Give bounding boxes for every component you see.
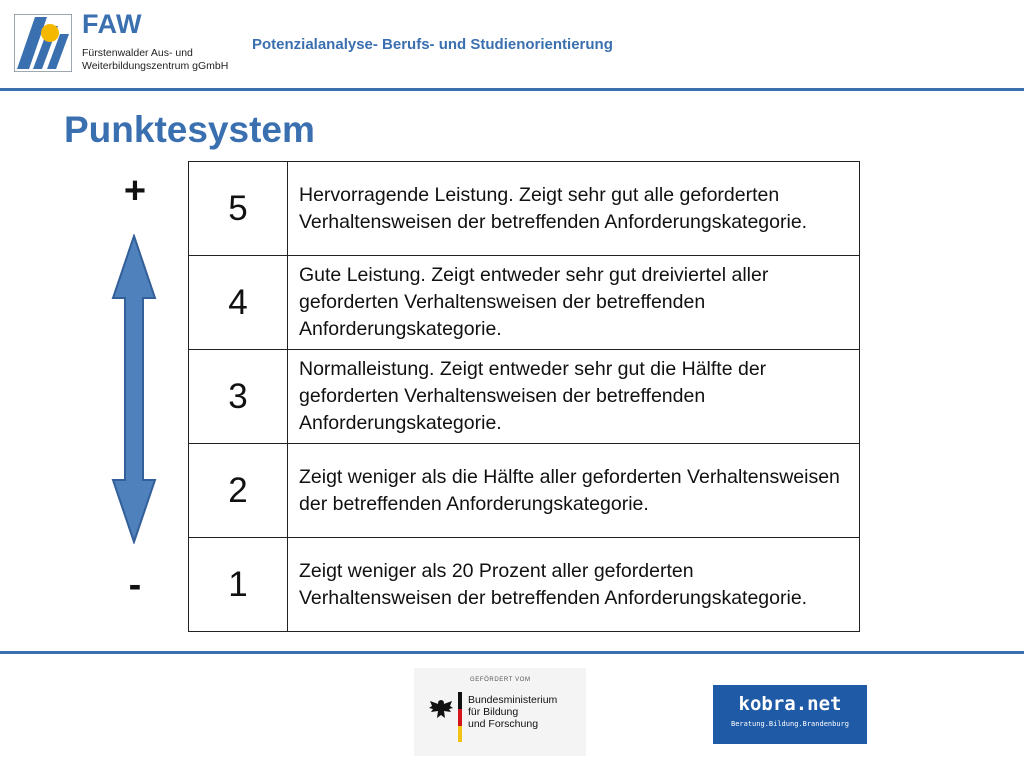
scale-minus-label: -: [128, 564, 142, 606]
kobra-name: kobra.net: [738, 693, 842, 715]
bmbf-funded-label: GEFÖRDERT VOM: [470, 677, 531, 683]
score-cell: 4: [189, 256, 288, 350]
table-row: [189, 256, 860, 350]
double-arrow-icon: [110, 234, 158, 544]
scale-plus-label: +: [123, 170, 147, 212]
table-row: [189, 444, 860, 538]
kobra-logo: [713, 685, 867, 744]
description-cell: Normalleistung. Zeigt entweder sehr gut die Hälfte der geforderten Verhaltensweisen der betreffenden Anforderungskategorie.: [288, 350, 860, 444]
score-cell: 5: [189, 162, 288, 256]
score-cell: 2: [189, 444, 288, 538]
org-subtitle-line: Fürstenwalder Aus- und: [82, 47, 193, 59]
description-cell: Hervorragende Leistung. Zeigt sehr gut alle geforderten Verhaltensweisen der betreffenden Anforderungskategorie.: [288, 162, 860, 256]
table-row: [189, 538, 860, 632]
description-cell: Zeigt weniger als 20 Prozent aller geforderten Verhaltensweisen der betreffenden Anforderungskategorie.: [288, 538, 860, 632]
description-cell: Zeigt weniger als die Hälfte aller geforderten Verhaltensweisen der betreffenden Anforderungskategorie.: [288, 444, 860, 538]
presentation-title: Potenzialanalyse- Berufs- und Studienorientierung: [252, 36, 613, 53]
faw-logo-icon: [14, 14, 72, 72]
federal-eagle-icon: [428, 696, 454, 720]
org-name: FAW: [82, 9, 142, 39]
kobra-tagline: Beratung.Bildung.Brandenburg: [730, 720, 849, 728]
bmbf-logo: [414, 668, 586, 756]
description-cell: Gute Leistung. Zeigt entweder sehr gut dreiviertel aller geforderten Verhaltensweisen der betreffenden Anforderungskategorie.: [288, 256, 860, 350]
points-table: [188, 161, 860, 632]
bmbf-name: [468, 694, 584, 730]
bmbf-name-line: und Forschung: [468, 718, 539, 730]
table-row: [189, 162, 860, 256]
page-title: Punktesystem: [64, 109, 315, 150]
org-subtitle-line: Weiterbildungszentrum gGmbH: [82, 60, 229, 72]
footer-divider: [0, 651, 1024, 654]
header-divider: [0, 88, 1024, 91]
score-cell: 1: [189, 538, 288, 632]
table-row: [189, 350, 860, 444]
bmbf-name-line: für Bildung: [468, 706, 519, 718]
score-cell: 3: [189, 350, 288, 444]
german-flag-bar: [458, 692, 462, 742]
bmbf-name-line: Bundesministerium: [468, 694, 558, 706]
org-subtitle: [82, 47, 228, 73]
